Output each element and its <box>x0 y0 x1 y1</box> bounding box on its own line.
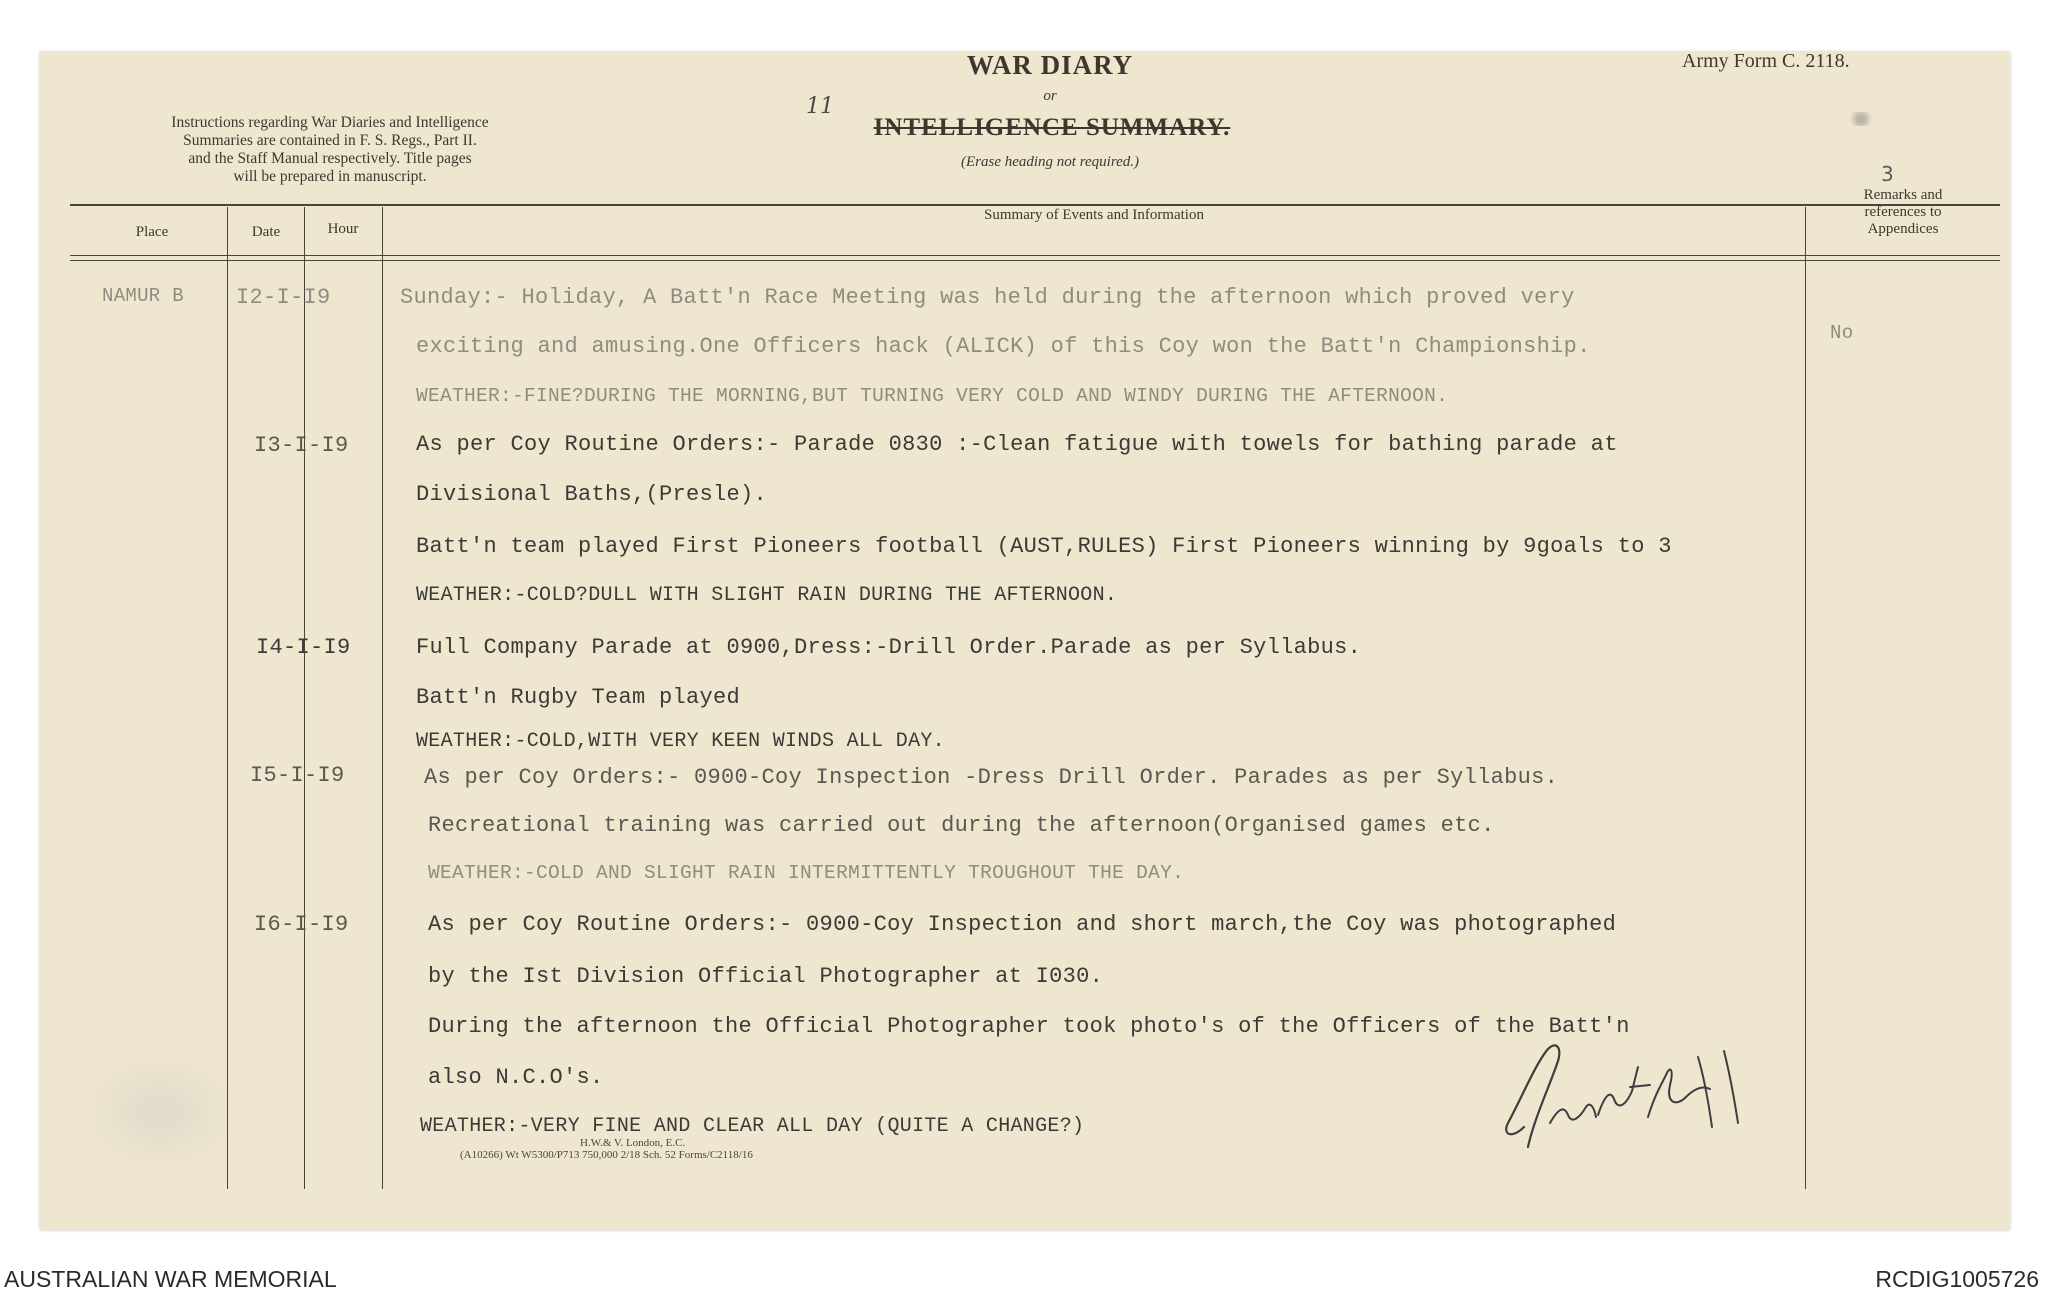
entry-line: As per Coy Orders:- 0900-Coy Inspection -Dress Drill Order. Parades as per Syllabus. <box>424 765 1559 790</box>
imprint-line: (A10266) Wt W5300/P713 750,000 2/18 Sch. 52 Forms/C2118/16 <box>460 1149 753 1161</box>
imprint-line: H.W.& V. London, E.C. <box>580 1137 686 1149</box>
footer-credit: AUSTRALIAN WAR MEMORIAL <box>4 1266 337 1292</box>
instructions-block <box>100 114 560 186</box>
column-header-date: Date <box>251 224 281 240</box>
entry-line: Batt'n Rugby Team played <box>416 685 741 710</box>
remarks-header-line: references to <box>1864 204 1942 220</box>
column-divider <box>227 207 228 1189</box>
column-header-hour: Hour <box>327 221 359 237</box>
diary-title: WAR DIARY <box>966 52 1134 80</box>
entry-line: Divisional Baths,(Presle). <box>416 482 768 507</box>
instructions-line: Instructions regarding War Diaries and Intelligence <box>171 114 489 131</box>
footer-id: RCDIG1005726 <box>1875 1266 2039 1292</box>
instructions-line: Summaries are contained in F. S. Regs., Part II. <box>183 132 477 149</box>
entry-line: WEATHER:-COLD?DULL WITH SLIGHT RAIN DURING THE AFTERNOON. <box>416 584 1118 607</box>
entry-line: Recreational training was carried out during the afternoon(Organised games etc. <box>428 813 1495 838</box>
instructions-line: will be prepared in manuscript. <box>233 168 427 185</box>
entry-line: exciting and amusing.One Officers hack (ALICK) of this Coy won the Batt'n Championship. <box>416 334 1591 359</box>
stamp-mark <box>1846 112 1876 126</box>
instructions-line: and the Staff Manual respectively. Title pages <box>188 150 472 167</box>
entry-line: Sunday:- Holiday, A Batt'n Race Meeting was held during the afternoon which proved very <box>400 285 1575 310</box>
table-header-rule-2 <box>70 260 2000 261</box>
printer-imprint <box>460 1137 753 1161</box>
entry-line: During the afternoon the Official Photographer took photo's of the Officers of the Batt'n <box>428 1014 1630 1039</box>
stain-mark <box>80 1052 240 1172</box>
form-number: Army Form C. 2118. <box>1682 52 1850 72</box>
entry-line: As per Coy Routine Orders:- Parade 0830 :-Clean fatigue with towels for bathing parade at <box>416 432 1618 457</box>
page-number: 3 <box>1881 162 1894 186</box>
column-header-remarks <box>1806 187 2000 238</box>
entry-line: WEATHER:-VERY FINE AND CLEAR ALL DAY (QUITE A CHANGE?) <box>420 1115 1085 1138</box>
entry-line: Batt'n team played First Pioneers football (AUST,RULES) First Pioneers winning by 9goals to 3 <box>416 534 1672 559</box>
entry-date: I4-I-I9 <box>256 635 351 660</box>
column-header-summary: Summary of Events and Information <box>984 207 1204 223</box>
war-diary-sheet <box>40 52 2010 1230</box>
place-entry: NAMUR B <box>102 285 184 307</box>
handwritten-mark: 11 <box>806 94 834 119</box>
entry-line: WEATHER:-COLD AND SLIGHT RAIN INTERMITTENTLY TROUGHOUT THE DAY. <box>428 862 1185 884</box>
entry-line: As per Coy Routine Orders:- 0900-Coy Inspection and short march,the Coy was photographed <box>428 912 1617 937</box>
remarks-header-line: Appendices <box>1867 221 1939 237</box>
diary-title-or: or <box>1043 88 1057 104</box>
entry-date: I2-I-I9 <box>236 285 331 310</box>
column-divider <box>304 207 305 1189</box>
signature-image <box>1498 1027 1758 1162</box>
column-divider <box>1805 207 1806 1189</box>
entry-line: WEATHER:-FINE?DURING THE MORNING,BUT TURNING VERY COLD AND WINDY DURING THE AFTERNOON. <box>416 385 1449 407</box>
entry-line: also N.C.O's. <box>428 1065 604 1090</box>
entry-line: Full Company Parade at 0900,Dress:-Drill Order.Parade as per Syllabus. <box>416 635 1362 660</box>
column-header-place: Place <box>135 224 169 240</box>
entry-date: I5-I-I9 <box>250 763 345 788</box>
entry-date: I6-I-I9 <box>254 912 349 937</box>
subtitle-note: (Erase heading not required.) <box>960 154 1140 170</box>
entry-line: WEATHER:-COLD,WITH VERY KEEN WINDS ALL DAY. <box>416 730 945 753</box>
remarks-header-line: Remarks and <box>1863 187 1943 203</box>
table-top-rule <box>70 204 2000 206</box>
entry-date: I3-I-I9 <box>254 433 349 458</box>
entry-line: by the Ist Division Official Photographer at I030. <box>428 964 1104 989</box>
remarks-entry: No <box>1830 322 1854 344</box>
diary-subtitle: INTELLIGENCE SUMMARY. <box>873 114 1231 141</box>
table-header-rule <box>70 255 2000 256</box>
column-divider <box>382 207 383 1189</box>
